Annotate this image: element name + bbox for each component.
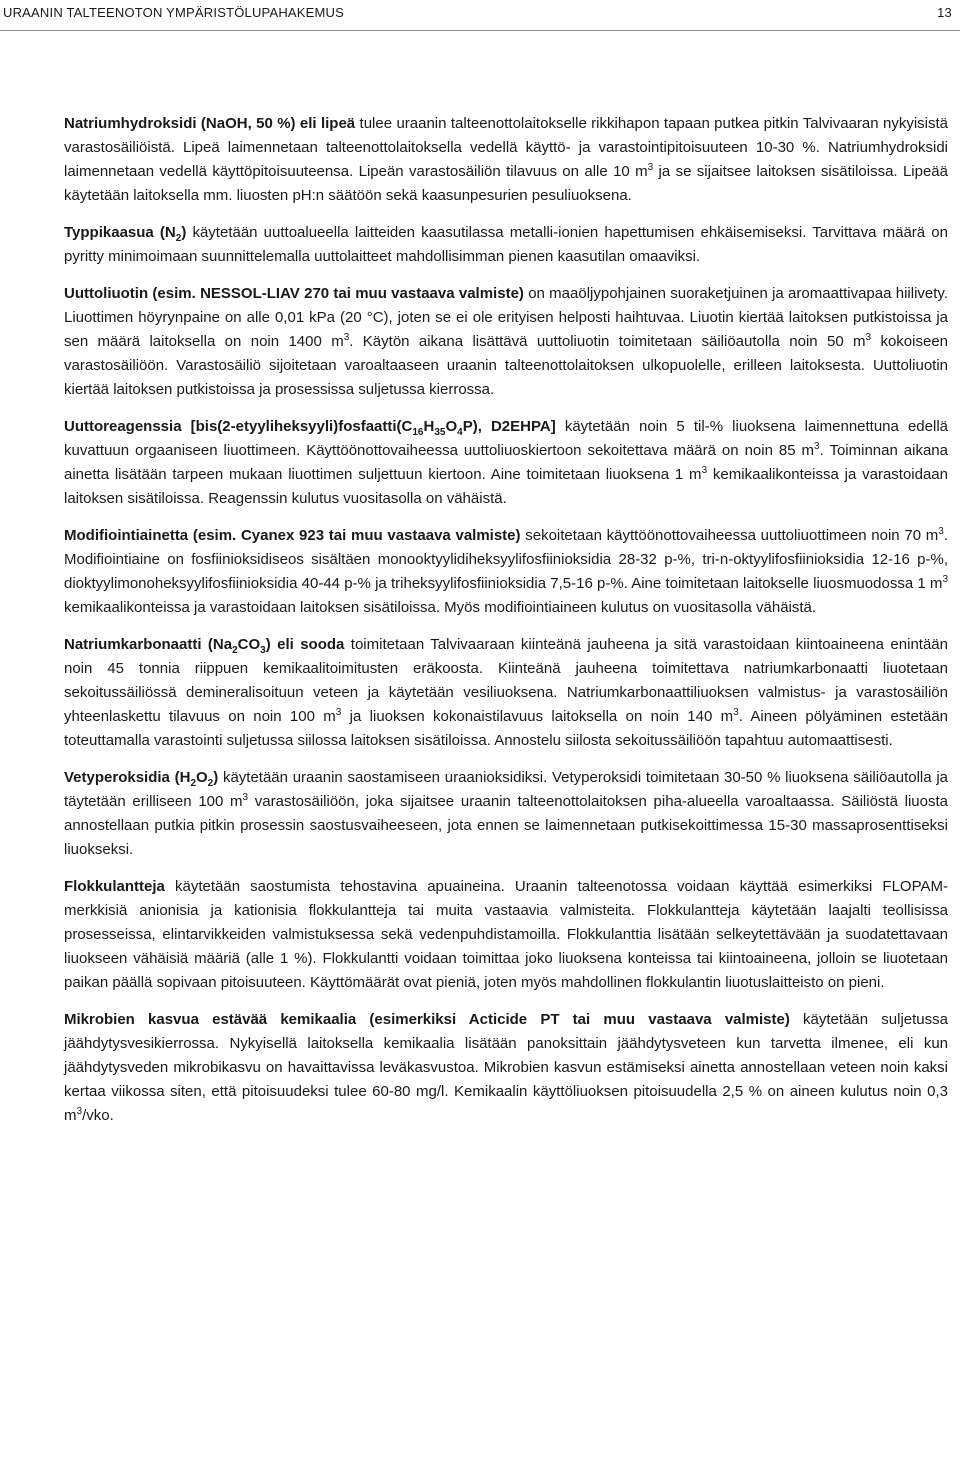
chemical-name: Typpikaasua $(N_2)$ (64, 224, 187, 244)
superscript: 3 (942, 574, 948, 585)
superscript: 3 (343, 332, 350, 343)
paragraph-text: tulee uraanin talteenottolaitokselle rikkihapon tapaan putkea pitkin Talvivaaran nykyisistä varastosäiliöistä. Lipeä laimennetaan talteenottolaitoksella vedellä käyttö- ja varastointipitoisuuteen 10-30 %. Natriumhydroksidi laimennetaan vedellä käyttöpitoisuuteensa. Lipeän varastosäiliön tilavuus on alle 10 m (64, 115, 949, 180)
paragraph-text: . Modifiointiaine on fosfiinioksidiseos sisältäen monooktyylidiheksyylifosfiinioksidia 28-32 p-%, tri-n-oktyylifosfiinioksidia 12-16 p-%, dioktyylimonoheksyylifosfiinioksidia 40-44 p-% ja triheksyylifosfiinioksidia 7,5-16 p-%. Aine toimitetaan laitokselle liuosmuodossa 1 m (64, 527, 948, 592)
paragraph-hydrogen-peroxide (64, 766, 948, 862)
superscript: 3 (647, 162, 654, 173)
paragraph-text: . Toiminnan aikana ainetta lisätään tarpeen mukaan liuottimen suljettuun kiertoon. Aine toimitetaan liuoksena 1 m (64, 442, 948, 483)
superscript: 3 (938, 526, 944, 537)
superscript: 3 (865, 332, 872, 343)
paragraph-text: käytetään noin 5 til-% liuoksena laimennettuna edellä kuvattuun orgaaniseen liuottimeen. Käyttöönottovaiheessa uuttoliuoskiertoon sekoitettava määrä on noin 85 m (64, 418, 948, 459)
paragraph-text: ja liuoksen kokonaistilavuus laitoksella on noin 140 m (341, 708, 734, 725)
paragraph-text: kemikaalikonteissa ja varastoidaan laitoksen sisätiloissa. Myös modifiointiaineen kulutus on vuositasolla vähäistä. (64, 599, 817, 616)
paragraph-text: on maaöljypohjainen suoraketjuinen ja aromaattivapaa hiilivety. Liuottimen höyrynpaine on alle 0,01 kPa (20 °C), joten se ei ole erityisen helposti haihtuvaa. Liuotin kiertää laitoksen putkistoissa ja sen määrä laitoksella on noin 1400 m (64, 285, 948, 350)
paragraph-flocculants (64, 875, 948, 995)
superscript: 3 (701, 465, 708, 476)
superscript: 3 (242, 792, 249, 803)
superscript: 3 (814, 441, 820, 452)
paragraph-text: kokoiseen varastosäiliöön. Varastosäiliö sijoitetaan varoaltaaseen uraanin talteenottolaitoksen ulkopuolelle, erilleen laitoksesta. Uuttoliuotin kiertää laitoksen putkistoissa ja prosessissa suljetussa kierrossa. (64, 333, 949, 398)
paragraph-text: . Käytön aikana lisättävä uuttoliuotin toimitetaan säiliöautolla noin 50 m (349, 333, 866, 350)
paragraph-modifier (64, 524, 948, 620)
paragraph-sodium-carbonate (64, 633, 948, 753)
chemical-name: Modifiointiainetta (esim. Cyanex 923 tai muu vastaava valmiste) (64, 527, 521, 544)
paragraph-text: käytetään saostumista tehostavina apuaineina. Uraanin talteenotossa voidaan käyttää esimerkiksi FLOPAM-merkkisiä anionisia ja kationisia flokkulantteja tai muita vastaavia valmisteita. Flokkulantteja käytetään laajalti teollisissa prosesseissa, elintarvikkeiden valmistuksessa sekä vedenpuhdistamoilla. Flokkulanttia lisätään selkeytettävään ja suodatettavaan liuokseen vähäisiä määriä (alle 1 %). Flokkulantti voidaan toimittaa joko liuoksena konteissa tai kiintoaineena, jolloin se liuotetaan paikan päällä sopivaan pitoisuuteen. Käyttömäärät ovat pieniä, joten myös mahdollinen flokkulantin liuotuslaitteisto on pieni. (64, 878, 948, 991)
document-title: URAANIN TALTEENOTON YMPÄRISTÖLUPAHAKEMUS (3, 5, 345, 20)
chemical-name: Mikrobien kasvua estävää kemikaalia (esimerkiksi Acticide PT tai muu vastaava valmiste) (64, 1011, 790, 1028)
paragraph-extraction-reagent (64, 415, 948, 511)
paragraph-nitrogen-gas (64, 221, 948, 269)
paragraph-sodium-hydroxide (64, 112, 948, 208)
chemical-name: Vetyperoksidia $(H_2O_2)$ (64, 769, 219, 789)
chemical-name: Natriumkarbonaatti $(Na_2CO_3)$ eli sooda (64, 636, 345, 656)
paragraph-text: käytetään uuttoalueella laitteiden kaasutilassa metalli-ionien hapettumisen ehkäisemiseksi. Tarvittava määrä on pyritty minimoimaan suunnittelemalla uuttolaitteet mahdollisimman pienen kaasutilan omaaviksi. (64, 224, 948, 265)
paragraph-biocide (64, 1008, 948, 1128)
paragraph-text: toimitetaan Talvivaaraan kiinteänä jauheena ja sitä varastoidaan kiintoaineena enintään noin 45 tonnia riippuen kemikaalitoimitusten eräkoosta. Kiinteänä jauheena toimitettava natriumkarbonaatti liuotetaan sekoitussäiliössä demineralisoituun veteen ja käytetään vesiliuoksena. Natriumkarbonaattiliuoksen valmistus- ja varastosäiliön yhteenlaskettu tilavuus on noin 100 m (64, 636, 948, 725)
paragraph-extraction-solvent (64, 282, 948, 402)
paragraph-text: . Aineen pölyäminen estetään toteuttamalla varastointi suljetussa siilossa laitoksen sisätiloissa. Annostelu siilosta sekoitussäiliöön tapahtuu automaattisesti. (64, 708, 948, 749)
paragraph-text: /vko. (82, 1107, 114, 1124)
page-header (0, 0, 960, 31)
superscript: 3 (335, 707, 342, 718)
chemical-name: Uuttoreagenssia [$bis(2-etyyliheksyyli)fosfaatti(C_{16}H_{35}O_4P)$, D2EHPA] (64, 418, 556, 438)
paragraph-text: kemikaalikonteissa ja varastoidaan laitoksen sisätiloissa. Reagenssin kulutus vuositasolla on vähäistä. (64, 466, 948, 507)
document-body (64, 112, 948, 1141)
superscript: 3 (733, 707, 739, 718)
superscript: 3 (76, 1106, 83, 1117)
paragraph-text: varastosäiliöön, joka sijaitsee uraanin talteenottolaitoksen piha-alueella varoaltaassa. Säiliöstä liuosta annostellaan putkia pitkin prosessin saostusvaiheeseen, jota ennen se laimennetaan putkisekoittimessa 15-30 massaprosenttiseksi liuokseksi. (64, 793, 948, 858)
chemical-name: Uuttoliuotin (esim. NESSOL-LIAV 270 tai muu vastaava valmiste) (64, 285, 524, 302)
page-number: 13 (937, 5, 952, 20)
paragraph-text: käytetään suljetussa jäähdytysvesikierrossa. Nykyisellä laitoksella kemikaalia lisätään panoksittain jäähdytysveteen kun tarvetta ilmenee, eli kun jäähdytysveden mikrobikasvu on havaittavissa leväkasvustoa. Mikrobien kasvun estämiseksi ainetta annostellaan veteen noin kaksi kertaa viikossa siten, että pitoisuudeksi tulee 60-80 mg/l. Kemikaalin käyttöliuoksen pitoisuudella 2,5 % on aineen kulutus noin 0,3 m (64, 1011, 948, 1124)
chemical-name: Natriumhydroksidi (NaOH, 50 %) eli lipeä (64, 115, 356, 132)
paragraph-text: käytetään uraanin saostamiseen uraanioksidiksi. Vetyperoksidi toimitetaan 30-50 % liuoksena säiliöautolla ja täytetään erilliseen 100 m (64, 769, 948, 810)
chemical-name: Flokkulantteja (64, 878, 165, 895)
paragraph-text: sekoitetaan käyttöönottovaiheessa uuttoliuottimeen noin 70 m (520, 527, 939, 544)
paragraph-text: ja se sijaitsee laitoksen sisätiloissa. Lipeää käytetään laitoksella mm. liuosten pH:n säätöön sekä kaasunpesurien pesuliuoksena. (64, 163, 948, 204)
